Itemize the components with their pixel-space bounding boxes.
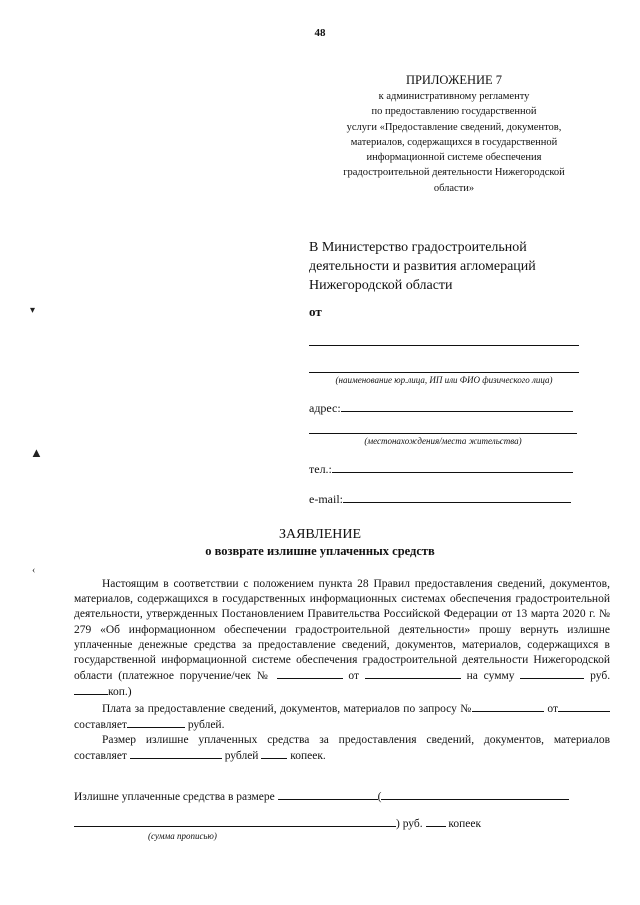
email-label: e-mail: xyxy=(309,492,343,506)
paragraph-fee xyxy=(74,701,610,733)
location-caption: (местонахождения/места жительства) xyxy=(364,436,522,446)
overpaid-label: Излишне уплаченные средства в размере xyxy=(74,791,275,803)
address-field xyxy=(309,401,573,416)
appendix-line: градостроительной деятельности Нижегородской xyxy=(343,167,565,179)
payment-number-blank[interactable] xyxy=(277,668,343,679)
overpayment-size-text: Размер излишне уплаченных средства за предоставления сведений, документов, материалов составляет xyxy=(74,734,610,763)
addressee-line: Нижегородской области xyxy=(309,278,453,293)
payment-date-blank[interactable] xyxy=(365,668,461,679)
from-word: от xyxy=(348,670,359,683)
address-line-2[interactable] xyxy=(309,433,577,434)
appendix-line: услуги «Предоставление сведений, документов, xyxy=(346,121,562,133)
request-number-blank[interactable] xyxy=(472,701,544,712)
document-title: ЗАЯВЛЕНИЕ xyxy=(278,527,362,542)
fee-rub-word: рублей. xyxy=(187,718,225,731)
close-rub: ) руб. xyxy=(396,818,423,830)
addressee-line: деятельности и развития агломераций xyxy=(309,259,536,274)
appendix-line: материалов, содержащихся в государственной xyxy=(350,136,558,148)
email-input-line[interactable] xyxy=(343,492,571,503)
phone-field xyxy=(309,462,573,477)
fee-amount-word: составляет xyxy=(74,718,127,731)
open-paren: ( xyxy=(377,791,382,803)
sum-words-caption: (сумма прописью) xyxy=(148,831,217,841)
overpaid-kop-blank[interactable] xyxy=(426,816,446,827)
paragraph-refund-request xyxy=(74,577,610,701)
addressee-block xyxy=(309,238,609,295)
applicant-name-line-1[interactable] xyxy=(309,345,579,346)
fee-from-word: от xyxy=(547,702,558,715)
appendix-line: по предоставлению государственной xyxy=(371,106,537,118)
overpaid-digits-blank[interactable] xyxy=(278,789,378,800)
overpayment-kop-blank[interactable] xyxy=(261,748,287,759)
applicant-caption: (наименование юр.лица, ИП или ФИО физического лица) xyxy=(335,375,553,385)
address-label: адрес: xyxy=(309,401,341,415)
kop-blank[interactable] xyxy=(74,684,108,695)
addressee-line: В Министерство градостроительной xyxy=(309,240,527,255)
scan-mark: ▲ xyxy=(30,445,43,460)
document-subtitle: о возврате излишне уплаченных средств xyxy=(205,544,435,558)
overpaid-words-line xyxy=(74,816,481,830)
applicant-name-line-2[interactable] xyxy=(309,372,579,373)
appendix-line: области» xyxy=(433,182,475,194)
phone-input-line[interactable] xyxy=(332,462,573,473)
address-input-line[interactable] xyxy=(341,401,573,412)
fee-amount-blank[interactable] xyxy=(127,717,185,728)
paragraph-overpayment-size xyxy=(74,733,610,764)
scan-mark: ‹ xyxy=(32,565,36,576)
appendix-line: информационной системе обеспечения xyxy=(366,152,542,164)
overpayment-rub-blank[interactable] xyxy=(130,748,222,759)
request-date-blank[interactable] xyxy=(558,701,610,712)
from-label: от xyxy=(309,304,322,319)
kopeks-word: копеек xyxy=(448,818,482,830)
page-number: 48 xyxy=(314,27,326,39)
overpayment-rub-word: рублей xyxy=(224,750,259,763)
rub-word: руб. xyxy=(590,670,611,683)
scan-mark: ▾ xyxy=(30,305,36,316)
sum-blank[interactable] xyxy=(520,668,584,679)
kop-word: коп.) xyxy=(108,686,132,699)
appendix-line: к административному регламенту xyxy=(378,91,530,102)
overpaid-words-blank-1[interactable] xyxy=(381,789,569,800)
appendix-header xyxy=(300,72,608,196)
phone-label: тел.: xyxy=(309,462,332,476)
overpayment-kop-word: копеек. xyxy=(290,750,326,763)
overpaid-words-blank-2[interactable] xyxy=(74,816,396,827)
sum-word: на сумму xyxy=(466,670,515,683)
overpaid-amount-line xyxy=(74,789,569,803)
fee-text: Плата за предоставление сведений, документов, материалов по запросу № xyxy=(102,702,472,715)
email-field xyxy=(309,492,571,507)
appendix-title: ПРИЛОЖЕНИЕ 7 xyxy=(405,73,503,87)
statement-body xyxy=(74,577,610,764)
refund-request-text: Настоящим в соответствии с положением пункта 28 Правил предоставления сведений, документов, материалов, содержащихся в государственных информационных системах обеспечения градостроительной деятельности, утвержденных Постановлением Правительства Российской Федерации от 13 марта 2020 г. № 279 «Об информационном обеспечении градостроительной деятельности» прошу вернуть излишне уплаченные денежные средства за предоставление сведений, документов, материалов, содержащихся в государственной информационной системе обеспечения градостроительной деятельности Нижегородской области (платежное поручение/чек № xyxy=(74,578,610,683)
